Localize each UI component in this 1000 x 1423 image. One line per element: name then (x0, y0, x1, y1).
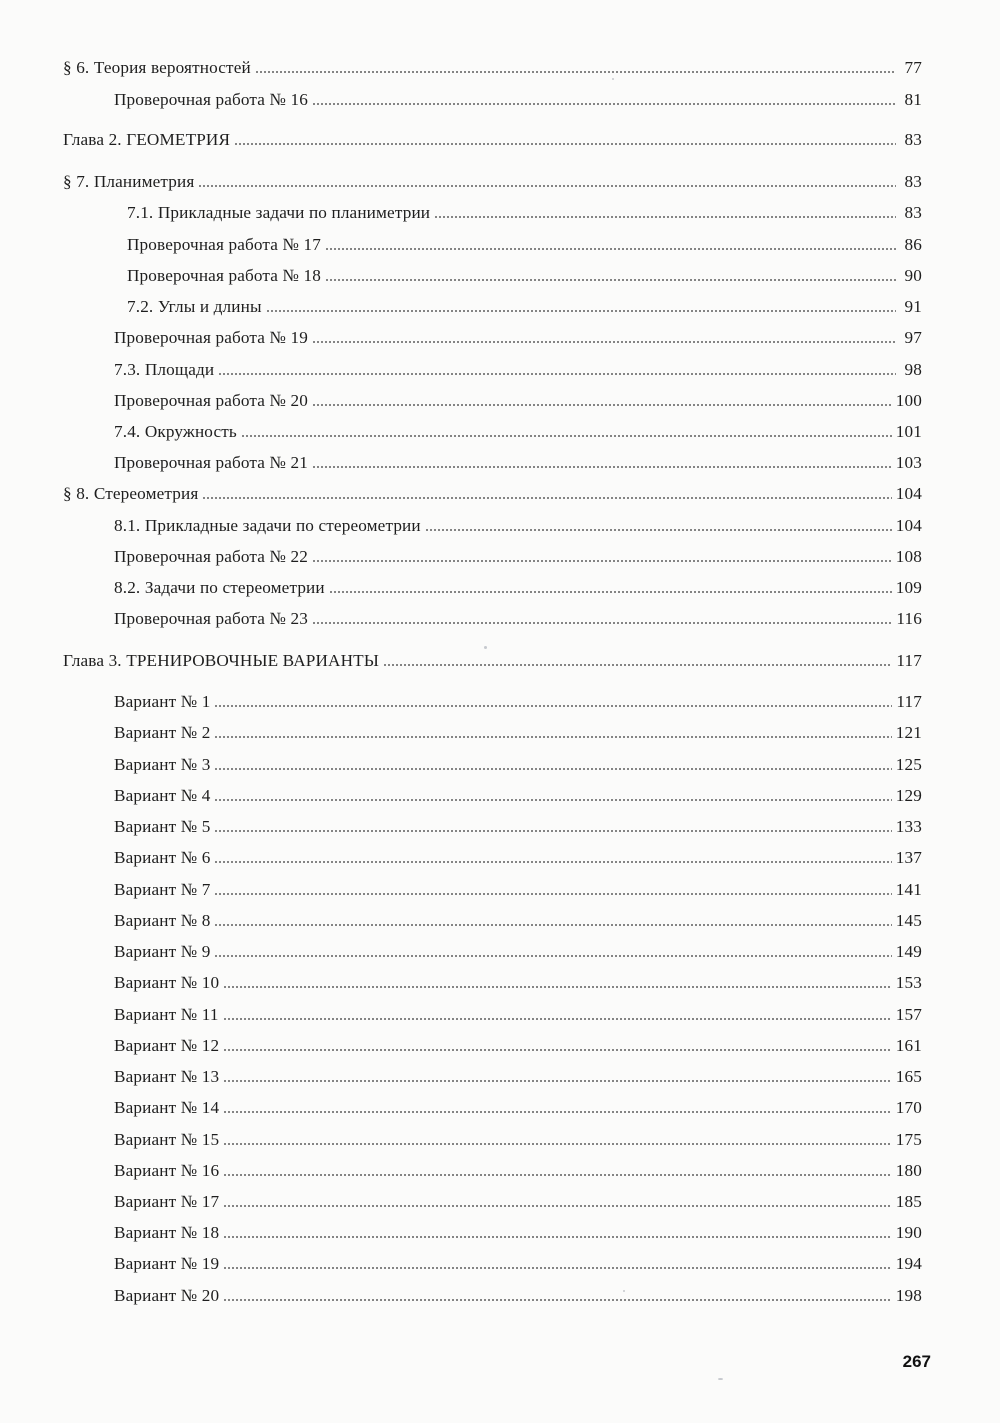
toc-entry-page: 149 (895, 942, 922, 961)
toc-entry[interactable] (114, 1061, 922, 1087)
dot-leader (214, 861, 891, 863)
toc-entry-page: 129 (895, 786, 922, 805)
toc-entry-page: 83 (904, 130, 922, 149)
scan-speck (612, 78, 614, 80)
toc-entry-title: Вариант № 5 (114, 817, 211, 836)
toc-entry-page: 90 (904, 266, 922, 285)
toc-entry[interactable] (114, 354, 922, 380)
toc-entry-page: 170 (895, 1098, 922, 1117)
toc-entry-page: 180 (895, 1161, 922, 1180)
toc-entry-page: 97 (904, 328, 922, 347)
toc-entry-title: Вариант № 3 (114, 755, 211, 774)
toc-entry-page: 117 (896, 692, 922, 711)
toc-entry[interactable] (114, 322, 922, 348)
toc-entry[interactable] (114, 780, 922, 806)
toc-entry-title: Вариант № 2 (114, 723, 211, 742)
toc-entry-title: Вариант № 9 (114, 942, 211, 961)
dot-leader (214, 955, 891, 957)
toc-entry-title: § 8. Стереометрия (63, 484, 199, 503)
toc-entry-title: Вариант № 12 (114, 1036, 220, 1055)
toc-entry-page: 83 (904, 203, 922, 222)
dot-leader (266, 310, 896, 312)
scan-speck (484, 646, 487, 649)
toc-entry-title: 7.3. Площади (114, 360, 215, 379)
dot-leader (329, 591, 892, 593)
toc-entry[interactable] (114, 1186, 922, 1212)
toc-entry-page: 194 (895, 1254, 922, 1273)
toc-entry[interactable] (114, 905, 922, 931)
toc-entry[interactable] (114, 385, 922, 411)
toc-entry[interactable] (63, 645, 922, 671)
toc-entry-title: Проверочная работа № 21 (114, 453, 308, 472)
toc-entry[interactable] (114, 1248, 922, 1274)
toc-entry-title: Вариант № 10 (114, 973, 220, 992)
toc-entry-title: Вариант № 11 (114, 1005, 219, 1024)
toc-entry-title: Вариант № 20 (114, 1286, 220, 1305)
toc-entry[interactable] (114, 1280, 922, 1306)
toc-entry-title: Проверочная работа № 22 (114, 547, 308, 566)
toc-entry[interactable] (114, 967, 922, 993)
dot-leader (214, 830, 891, 832)
dot-leader (214, 799, 891, 801)
toc-entry[interactable] (114, 572, 922, 598)
toc-entry-title: Вариант № 4 (114, 786, 211, 805)
toc-entry[interactable] (114, 510, 922, 536)
toc-entry-title: Проверочная работа № 18 (127, 266, 321, 285)
toc-entry[interactable] (114, 686, 922, 712)
toc-entry[interactable] (114, 541, 922, 567)
toc-entry-title: Вариант № 19 (114, 1254, 220, 1273)
toc-entry-title: Вариант № 17 (114, 1192, 220, 1211)
dot-leader (312, 622, 892, 624)
dot-leader (434, 216, 896, 218)
toc-entry-title: 7.2. Углы и длины (127, 297, 262, 316)
toc-entry-page: 145 (895, 911, 922, 930)
toc-entry-title: Вариант № 8 (114, 911, 211, 930)
toc-entry-title: 8.2. Задачи по стереометрии (114, 578, 325, 597)
dot-leader (223, 1111, 892, 1113)
toc-entry-title: Вариант № 6 (114, 848, 211, 867)
toc-entry-page: 141 (895, 880, 922, 899)
toc-entry[interactable] (114, 1155, 922, 1181)
dot-leader (234, 143, 896, 145)
dot-leader (214, 893, 891, 895)
toc-entry[interactable] (127, 229, 922, 255)
toc-entry-page: 198 (895, 1286, 922, 1305)
dot-leader (218, 373, 896, 375)
toc-entry-page: 190 (895, 1223, 922, 1242)
dot-leader (223, 1049, 892, 1051)
toc-entry-title: 7.1. Прикладные задачи по планиметрии (127, 203, 431, 222)
toc-entry-page: 98 (904, 360, 922, 379)
dot-leader (214, 924, 891, 926)
toc-entry-page: 117 (896, 651, 922, 670)
toc-entry-title: Глава 2. ГЕОМЕТРИЯ (63, 130, 231, 149)
dot-leader (383, 664, 892, 666)
toc-entry-title: Вариант № 18 (114, 1223, 220, 1242)
toc-entry-page: 185 (895, 1192, 922, 1211)
toc-entry[interactable] (114, 1217, 922, 1243)
toc-entry[interactable] (114, 416, 922, 442)
toc-entry[interactable] (114, 1124, 922, 1150)
page-number: 267 (902, 1352, 931, 1371)
toc-entry-title: Вариант № 13 (114, 1067, 220, 1086)
dot-leader (198, 185, 896, 187)
toc-entry[interactable] (114, 447, 922, 473)
toc-entry[interactable] (63, 478, 922, 504)
dot-leader (223, 1018, 892, 1020)
toc-entry-page: 157 (895, 1005, 922, 1024)
toc-entry[interactable] (114, 603, 922, 629)
toc-entry-page: 116 (896, 609, 922, 628)
dot-leader (325, 279, 896, 281)
toc-entry-page: 133 (895, 817, 922, 836)
toc-entry-page: 108 (895, 547, 922, 566)
toc-entry-page: 103 (895, 453, 922, 472)
toc-entry-page: 125 (895, 755, 922, 774)
dot-leader (214, 736, 891, 738)
dot-leader (214, 768, 891, 770)
toc-entry[interactable] (114, 717, 922, 743)
toc-entry[interactable] (63, 124, 922, 150)
dot-leader (312, 560, 892, 562)
dot-leader (241, 435, 892, 437)
dot-leader (223, 986, 892, 988)
dot-leader (223, 1299, 892, 1301)
scan-speck (718, 1378, 723, 1380)
dot-leader (325, 248, 896, 250)
toc-entry-title: 7.4. Окружность (114, 422, 237, 441)
dot-leader (255, 71, 896, 73)
toc-entry-page: 137 (895, 848, 922, 867)
scan-speck (623, 1290, 625, 1292)
toc-entry-page: 175 (895, 1130, 922, 1149)
toc-entry-title: Вариант № 16 (114, 1161, 220, 1180)
dot-leader (312, 341, 896, 343)
toc-entry[interactable] (114, 1092, 922, 1118)
toc-entry-page: 161 (895, 1036, 922, 1055)
dot-leader (312, 103, 896, 105)
dot-leader (202, 497, 891, 499)
dot-leader (312, 404, 892, 406)
toc-entry-title: Проверочная работа № 17 (127, 235, 321, 254)
dot-leader (223, 1080, 892, 1082)
toc-entry-title: Проверочная работа № 19 (114, 328, 308, 347)
toc-entry-page: 91 (904, 297, 922, 316)
toc-entry[interactable] (127, 291, 922, 317)
toc-entry-page: 100 (895, 391, 922, 410)
toc-entry[interactable] (114, 936, 922, 962)
toc-entry[interactable] (63, 52, 922, 78)
toc-entry[interactable] (114, 842, 922, 868)
toc-entry-page: 81 (904, 90, 922, 109)
toc-entry-page: 109 (895, 578, 922, 597)
toc-entry[interactable] (127, 197, 922, 223)
toc-entry[interactable] (114, 999, 922, 1025)
toc-entry-page: 77 (904, 58, 922, 77)
dot-leader (214, 705, 892, 707)
toc-entry-page: 104 (895, 484, 922, 503)
toc-entry-title: § 7. Планиметрия (63, 172, 195, 191)
toc-entry-page: 101 (895, 422, 922, 441)
toc-entry[interactable] (114, 1030, 922, 1056)
toc-entry[interactable] (114, 874, 922, 900)
dot-leader (223, 1236, 892, 1238)
toc-entry-title: Глава 3. ТРЕНИРОВОЧНЫЕ ВАРИАНТЫ (63, 651, 379, 670)
toc-entry-page: 153 (895, 973, 922, 992)
dot-leader (223, 1174, 892, 1176)
toc-entry[interactable] (114, 749, 922, 775)
toc-entry-title: Проверочная работа № 23 (114, 609, 308, 628)
toc-entry-title: Проверочная работа № 20 (114, 391, 308, 410)
toc-entry-title: Вариант № 7 (114, 880, 211, 899)
toc-entry[interactable] (114, 811, 922, 837)
toc-entry[interactable] (114, 84, 922, 110)
toc-entry-title: Вариант № 1 (114, 692, 211, 711)
toc-entry-page: 83 (904, 172, 922, 191)
toc-entry-title: Вариант № 14 (114, 1098, 220, 1117)
dot-leader (223, 1205, 892, 1207)
dot-leader (425, 529, 892, 531)
toc-entry[interactable] (127, 260, 922, 286)
toc-entry-page: 86 (904, 235, 922, 254)
toc-entry[interactable] (63, 166, 922, 192)
toc-entry-title: 8.1. Прикладные задачи по стереометрии (114, 516, 421, 535)
dot-leader (223, 1267, 892, 1269)
dot-leader (223, 1143, 892, 1145)
toc-entry-title: Проверочная работа № 16 (114, 90, 308, 109)
toc-entry-title: Вариант № 15 (114, 1130, 220, 1149)
toc-entry-page: 104 (895, 516, 922, 535)
toc-entry-page: 165 (895, 1067, 922, 1086)
dot-leader (312, 466, 892, 468)
toc-entry-page: 121 (895, 723, 922, 742)
toc-entry-title: § 6. Теория вероятностей (63, 58, 251, 77)
